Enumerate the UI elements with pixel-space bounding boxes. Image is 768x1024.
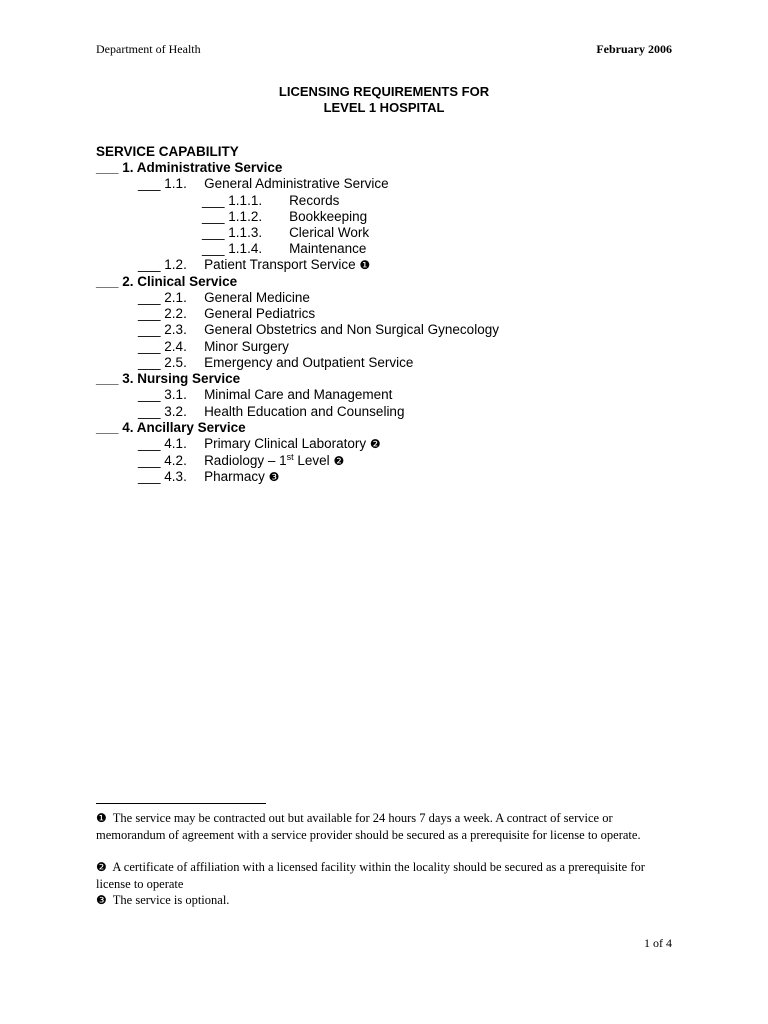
outline-item-1 (96, 160, 282, 176)
checkbox-blank: ___ (138, 404, 161, 419)
outline-item-2-5 (138, 355, 413, 371)
footnote-marker-2-icon: ❷ (369, 437, 381, 451)
header-department: Department of Health (96, 42, 201, 56)
outline-label: Health Education and Counseling (204, 404, 405, 419)
footnote-text: The service may be contracted out but available for 24 hours 7 days a week. A contract of service or memorandum of agreement with a service provider should be secured as a prerequisite for license to operate. (96, 811, 641, 842)
outline-number: 1.1.1. (228, 193, 263, 208)
outline-item-2-4 (138, 339, 289, 355)
outline-number: 1.1.2. (228, 209, 263, 224)
checkbox-blank: ___ (138, 355, 161, 370)
checkbox-blank: ___ (96, 371, 119, 386)
outline-label: 2. Clinical Service (122, 274, 238, 289)
outline-label: Maintenance (289, 241, 367, 256)
footnote-marker-2-icon: ❷ (333, 454, 345, 468)
page-number: 1 of 4 (644, 936, 672, 950)
outline-item-2-2 (138, 306, 315, 322)
outline-number: 2.5. (164, 355, 187, 370)
outline-item-1-1-1 (202, 193, 339, 209)
outline-item-2-3 (138, 322, 499, 338)
outline-item-1-2 (138, 257, 370, 273)
outline-number: 4.2. (164, 453, 187, 468)
section-heading: SERVICE CAPABILITY (96, 144, 239, 159)
outline-item-1-1 (138, 176, 389, 192)
outline-label: General Medicine (204, 290, 310, 305)
checkbox-blank: ___ (202, 209, 225, 224)
outline-number: 1.1. (164, 176, 187, 191)
checkbox-blank: ___ (202, 241, 225, 256)
checkbox-blank: ___ (138, 176, 161, 191)
outline-number: 2.3. (164, 322, 187, 337)
checkbox-blank: ___ (202, 225, 225, 240)
outline-number: 1.2. (164, 257, 187, 272)
outline-number: 4.1. (164, 436, 187, 451)
outline-label: Bookkeeping (289, 209, 368, 224)
outline-number: 3.2. (164, 404, 187, 419)
outline-item-3-2 (138, 404, 404, 420)
outline-item-1-1-3 (202, 225, 369, 241)
checkbox-blank: ___ (138, 469, 161, 484)
checkbox-blank: ___ (138, 339, 161, 354)
outline-item-1-1-2 (202, 209, 367, 225)
outline-label: Emergency and Outpatient Service (204, 355, 414, 370)
outline-label: Minimal Care and Management (204, 387, 393, 402)
document-title-line1: LICENSING REQUIREMENTS FOR (278, 84, 490, 99)
footnote-1 (96, 810, 676, 843)
footnote-marker-3-icon: ❸ (96, 893, 107, 907)
outline-number: 3.1. (164, 387, 187, 402)
outline-label: Radiology – 1 (204, 453, 287, 468)
footnote-marker-1-icon: ❶ (359, 258, 371, 272)
outline-item-4-2 (138, 453, 344, 469)
outline-item-4-3 (138, 469, 279, 485)
outline-number: 2.2. (164, 306, 187, 321)
outline-item-4-1 (138, 436, 381, 452)
outline-item-1-1-4 (202, 241, 366, 257)
outline-label: General Administrative Service (204, 176, 389, 191)
outline-number: 1.1.4. (228, 241, 263, 256)
outline-label: Records (289, 193, 340, 208)
outline-item-3 (96, 371, 240, 387)
checkbox-blank: ___ (96, 420, 119, 435)
checkbox-blank: ___ (138, 306, 161, 321)
outline-number: 2.1. (164, 290, 187, 305)
outline-number: 2.4. (164, 339, 187, 354)
checkbox-blank: ___ (138, 290, 161, 305)
checkbox-blank: ___ (96, 274, 119, 289)
ordinal-suffix: st (286, 452, 294, 462)
checkbox-blank: ___ (138, 322, 161, 337)
outline-label: Clerical Work (289, 225, 370, 240)
outline-label: General Obstetrics and Non Surgical Gynecology (204, 322, 499, 337)
checkbox-blank: ___ (138, 257, 161, 272)
footnote-separator (96, 803, 266, 804)
checkbox-blank: ___ (138, 387, 161, 402)
outline-item-4 (96, 420, 246, 436)
outline-label: 3. Nursing Service (122, 371, 241, 386)
footnote-2 (96, 859, 676, 892)
outline-label: Pharmacy (204, 469, 265, 484)
outline-label: 4. Ancillary Service (122, 420, 246, 435)
footnote-text: The service is optional. (112, 893, 230, 907)
outline-item-2-1 (138, 290, 310, 306)
footnote-3 (96, 892, 676, 909)
outline-item-3-1 (138, 387, 392, 403)
outline-label: 1. Administrative Service (122, 160, 283, 175)
checkbox-blank: ___ (138, 453, 161, 468)
checkbox-blank: ___ (202, 193, 225, 208)
outline-number: 1.1.3. (228, 225, 263, 240)
footnote-marker-2-icon: ❷ (96, 860, 107, 874)
checkbox-blank: ___ (138, 436, 161, 451)
outline-label: Primary Clinical Laboratory (204, 436, 367, 451)
checkbox-blank: ___ (96, 160, 119, 175)
outline-item-2 (96, 274, 237, 290)
outline-label: Patient Transport Service (204, 257, 356, 272)
footnote-text: A certificate of affiliation with a licensed facility within the locality should be secured as a prerequisite for license to operate (96, 860, 645, 891)
header-date: February 2006 (596, 42, 672, 56)
footnote-marker-1-icon: ❶ (96, 811, 107, 825)
outline-label-suffix: Level (297, 453, 330, 468)
outline-label: Minor Surgery (204, 339, 289, 354)
outline-label: General Pediatrics (204, 306, 316, 321)
document-title-line2: LEVEL 1 HOSPITAL (323, 100, 445, 115)
outline-number: 4.3. (164, 469, 187, 484)
footnote-marker-3-icon: ❸ (268, 470, 280, 484)
